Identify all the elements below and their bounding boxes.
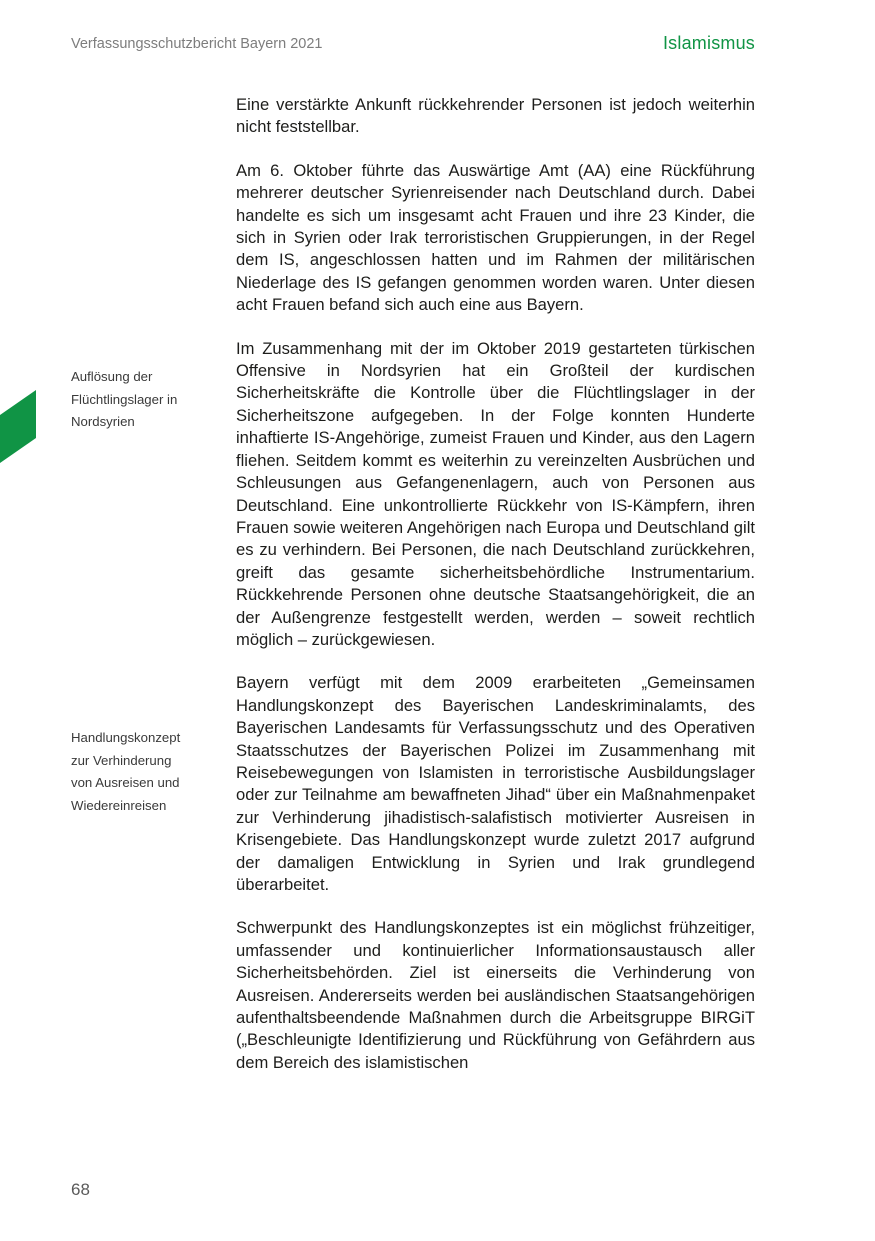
paragraph-rueckfuehrung: Am 6. Oktober führte das Auswärtige Amt (AA) eine Rückführung mehrerer deutscher Syrienreisender nach Deutschland durch. Dabei handelte es sich um insgesamt acht Frauen und ihre 23 Kinder, die sich in Syrien oder Irak terroristischen Gruppierungen, in der Regel dem IS, angeschlossen hatten und im Rahmen der militärischen Niederlage des IS gefangen genommen worden waren. Unter diesen acht Frauen befand sich auch eine aus Bayern. <box>236 160 755 315</box>
side-note-fluechtlingslager <box>71 366 211 434</box>
body-text <box>236 94 755 1095</box>
page-number: 68 <box>71 1180 90 1199</box>
paragraph-fluechtlingslager: Im Zusammenhang mit der im Oktober 2019 gestarteten türkischen Offensive in Nordsyrien hat ein Großteil der kurdischen Sicherheitskräfte die Kontrolle über die Flüchtlingslager in der Sicherheitszone aufgegeben. In der Folge konnten Hunderte inhaftierte IS-Angehörige, zumeist Frauen und Kinder, aus den Lagern fliehen. Seitdem kommt es weiterhin zu vereinzelten Ausbrüchen und Schleusungen aus Gefangenenlagern, auch von Personen aus Deutschland. Eine unkontrollierte Rückkehr von IS-Kämpfern, ihren Frauen sowie weiteren Angehörigen nach Europa und Deutschland gilt es zu verhindern. Bei Personen, die nach Deutschland zurückkehren, greift das gesamte sicherheitsbehördliche Instrumentarium. Rückkehrende Personen ohne deutsche Staatsangehörigkeit, die an der Außengrenze festgestellt werden, werden – soweit rechtlich möglich – zurückgewiesen. <box>236 338 755 649</box>
side-note-line: Wiedereinreisen <box>71 797 167 813</box>
side-note-line: Auflösung der <box>71 369 153 384</box>
side-note-line: zur Verhinderung <box>71 752 172 768</box>
paragraph-rueckkehr: Eine verstärkte Ankunft rückkehrender Personen ist jedoch weiterhin nicht feststellbar. <box>236 95 755 137</box>
side-note-line: Handlungskonzept <box>71 730 181 745</box>
running-title: Verfassungsschutzbericht Bayern 2021 <box>71 36 323 52</box>
side-note-handlungskonzept <box>71 727 211 817</box>
side-note-line: von Ausreisen und <box>71 775 180 790</box>
paragraph-schwerpunkt: Schwerpunkt des Handlungskonzeptes ist ein möglichst frühzeitiger, umfassender und kontinuierlicher Informationsaustausch aller Sicherheitsbehörden. Ziel ist einerseits die Verhinderung von Ausreisen. Andererseits werden bei ausländischen Staatsangehörigen aufenthaltsbeendende Maßnahmen durch die Arbeitsgruppe BIRGiT („Beschleunigte Identifizierung und Rückführung von Gefährdern aus dem Bereich des islamistischen <box>236 918 755 1072</box>
side-note-line: Flüchtlingslager in <box>71 391 178 407</box>
section-title: Islamismus <box>662 33 755 53</box>
section-tab-marker <box>0 390 36 463</box>
paragraph-handlungskonzept: Bayern verfügt mit dem 2009 erarbeiteten „Gemeinsamen Handlungskonzept des Bayerischen Landeskriminalamts, des Bayerischen Landesamts für Verfassungsschutz und des Operativen Staatsschutzes der Bayerischen Polizei im Zusammenhang mit Reisebewegungen von Islamisten in terroristische Ausbildungslager oder zur Teilnahme am bewaffneten Jihad“ über ein Maßnahmenpaket zur Verhinderung jihadistisch-salafistisch motivierter Ausreisen in Krisengebiete. Das Handlungskonzept wurde zuletzt 2017 aufgrund der damaligen Entwicklung in Syrien und Irak grundlegend überarbeitet. <box>236 673 755 894</box>
side-note-line: Nordsyrien <box>71 414 135 429</box>
section-tab-shape <box>0 390 36 463</box>
